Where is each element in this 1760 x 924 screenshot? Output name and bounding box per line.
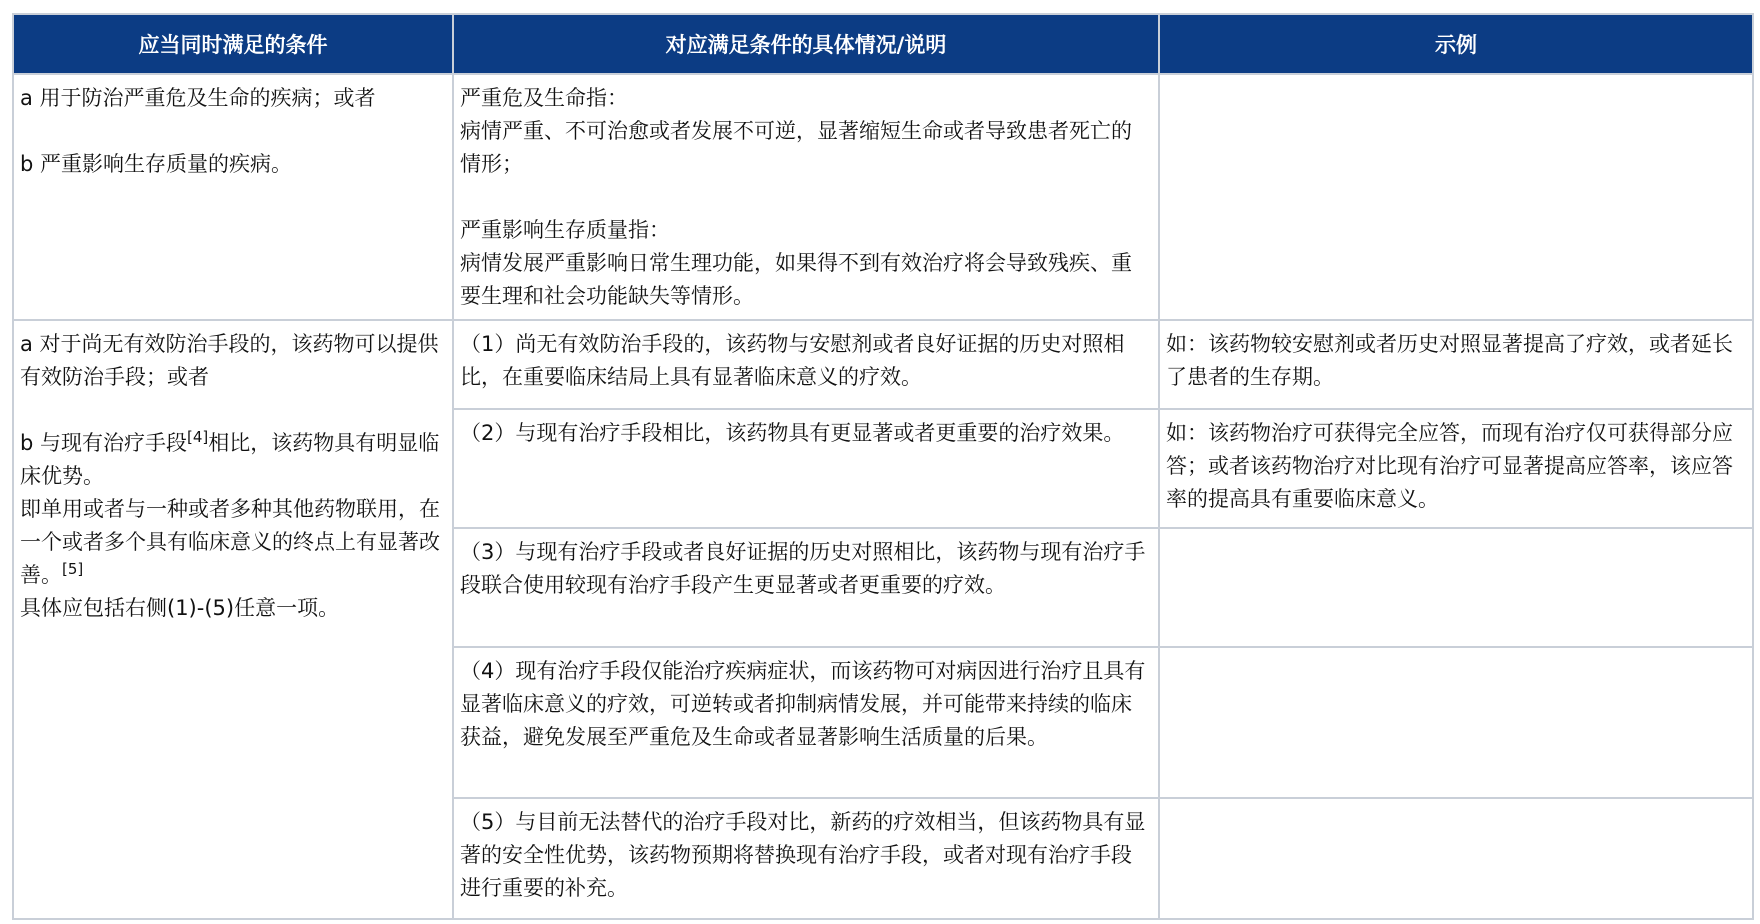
header-details: 对应满足条件的具体情况/说明 [453, 14, 1159, 74]
condition-cell-disease-severity [13, 74, 453, 320]
quality-of-life-title: 严重影响生存质量指： [460, 218, 670, 242]
life-threatening-title: 严重危及生命指： [460, 86, 628, 110]
detail-cell-item-3: （3）与现有治疗手段或者良好证据的历史对照相比，该药物与现有治疗手段联合使用较现有治疗手段产生更显著或者更重要的疗效。 [453, 528, 1159, 647]
example-cell-item-1: 如：该药物较安慰剂或者历史对照显著提高了疗效，或者延长了患者的生存期。 [1159, 320, 1753, 409]
spacer [460, 181, 1152, 214]
reference-4: [4] [187, 428, 209, 446]
condition-b-detail [20, 493, 446, 592]
detail-cell-disease-severity [453, 74, 1159, 320]
condition-cell-clinical-advantage [13, 320, 453, 919]
condition-b-text: b 严重影响生存质量的疾病。 [20, 152, 293, 176]
condition-b-pre: b 与现有治疗手段 [20, 431, 188, 455]
spacer [20, 115, 446, 148]
detail-cell-item-2: （2）与现有治疗手段相比，该药物具有更显著或者更重要的治疗效果。 [453, 409, 1159, 528]
criteria-table [12, 13, 1754, 920]
header-examples: 示例 [1159, 14, 1753, 74]
condition-b-scope: 具体应包括右侧(1)-(5)任意一项。 [20, 596, 340, 620]
spacer [20, 394, 446, 427]
life-threatening-text: 病情严重、不可治愈或者发展不可逆，显著缩短生命或者导致患者死亡的情形； [460, 119, 1132, 176]
example-cell-item-2: 如：该药物治疗可获得完全应答，而现有治疗仅可获得部分应答；或者该药物治疗对比现有治疗可显著提高应答率，该应答率的提高具有重要临床意义。 [1159, 409, 1753, 528]
table-row [13, 320, 1753, 409]
table-body [13, 74, 1753, 919]
detail-cell-item-1: （1）尚无有效防治手段的，该药物与安慰剂或者良好证据的历史对照相比，在重要临床结局上具有显著临床意义的疗效。 [453, 320, 1159, 409]
example-cell-item-4 [1159, 647, 1753, 798]
table-row [13, 74, 1753, 320]
condition-a-text: a 用于防治严重危及生命的疾病；或者 [20, 86, 376, 110]
example-cell-item-5 [1159, 798, 1753, 919]
detail-cell-item-4: （4）现有治疗手段仅能治疗疾病症状，而该药物可对病因进行治疗且具有显著临床意义的疗效，可逆转或者抑制病情发展，并可能带来持续的临床获益，避免发展至严重危及生命或者显著影响生活质量的后果。 [453, 647, 1159, 798]
quality-of-life-text: 病情发展严重影响日常生理功能，如果得不到有效治疗将会导致残疾、重要生理和社会功能缺失等情形。 [460, 251, 1132, 308]
criteria-table-container [12, 13, 1752, 920]
condition-b-detail-text: 即单用或者与一种或者多种其他药物联用，在一个或者多个具有临床意义的终点上有显著改善。 [20, 497, 440, 587]
reference-5: [5] [62, 560, 84, 578]
condition-b-text [20, 427, 446, 493]
example-cell-item-3 [1159, 528, 1753, 647]
header-row [13, 14, 1753, 74]
condition-a-text: a 对于尚无有效防治手段的，该药物可以提供有效防治手段；或者 [20, 332, 439, 389]
header-conditions: 应当同时满足的条件 [13, 14, 453, 74]
example-cell-empty [1159, 74, 1753, 320]
table-header [13, 14, 1753, 74]
detail-cell-item-5: （5）与目前无法替代的治疗手段对比，新药的疗效相当，但该药物具有显著的安全性优势，该药物预期将替换现有治疗手段，或者对现有治疗手段进行重要的补充。 [453, 798, 1159, 919]
condition-b-post: 相比，该药物具有明显临床优势。 [20, 431, 440, 488]
